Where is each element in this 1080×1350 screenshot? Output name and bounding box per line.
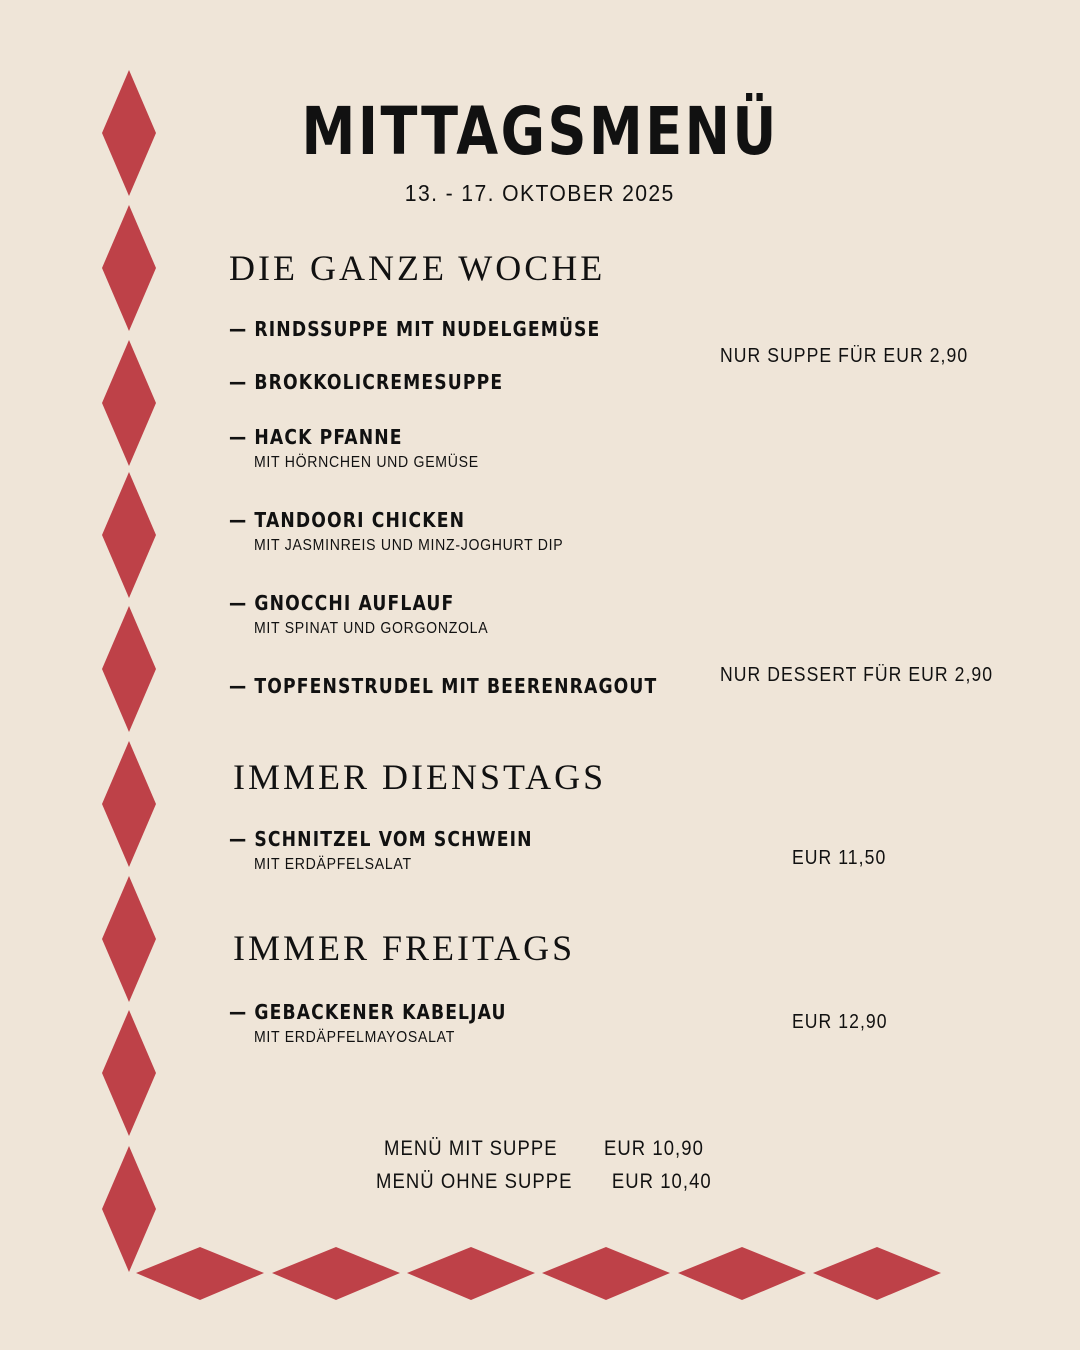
menu-item — [229, 673, 727, 699]
menu-item — [229, 590, 520, 639]
soup-only-price: NUR SUPPE FÜR EUR 2,90 — [720, 345, 969, 367]
menu-without-soup-label: MENÜ OHNE SUPPE — [376, 1170, 573, 1193]
diamond-icon — [102, 1010, 156, 1136]
diamond-icon — [407, 1247, 535, 1300]
diamond-icon — [102, 1146, 156, 1272]
menu-without-soup-price: EUR 10,40 — [611, 1170, 712, 1193]
diamond-icon — [102, 205, 156, 331]
diamond-icon — [136, 1247, 264, 1300]
menu-item — [229, 424, 509, 473]
menu-item — [229, 507, 606, 556]
menu-item-description: MIT ERDÄPFELSALAT — [254, 856, 412, 873]
dessert-only-price: NUR DESSERT FÜR EUR 2,90 — [720, 664, 994, 686]
page-title: MITTAGSMENÜ — [301, 93, 779, 170]
diamond-icon — [102, 606, 156, 732]
diamond-icon — [542, 1247, 670, 1300]
menu-item-description: MIT JASMINREIS UND MINZ-JOGHURT DIP — [254, 537, 564, 554]
menu-with-soup — [384, 1136, 704, 1162]
diamond-icon — [102, 741, 156, 867]
menu-item-name: — BROKKOLICREMESUPPE — [229, 370, 504, 394]
menu-item — [229, 369, 548, 395]
menu-item-name: — HACK PFANNE — [229, 425, 403, 449]
date-range: 13. - 17. OKTOBER 2025 — [404, 180, 675, 206]
menu-item-description: MIT SPINAT UND GORGONZOLA — [254, 620, 489, 637]
menu-with-soup-price: EUR 10,90 — [604, 1137, 704, 1160]
menu-item-name: — GNOCCHI AUFLAUF — [229, 591, 455, 615]
diamond-icon — [102, 340, 156, 466]
menu-item-name: — GEBACKENER KABELJAU — [229, 1000, 507, 1024]
menu-item-name: — TANDOORI CHICKEN — [229, 508, 466, 532]
tuesday-price: EUR 11,50 — [792, 847, 887, 869]
diamond-icon — [102, 876, 156, 1002]
menu-item — [229, 826, 582, 875]
menu-item-description: MIT ERDÄPFELMAYOSALAT — [254, 1029, 455, 1046]
menu-item-description: MIT HÖRNCHEN UND GEMÜSE — [254, 454, 479, 471]
friday-price: EUR 12,90 — [792, 1011, 888, 1033]
menu-item-name: — SCHNITZEL VOM SCHWEIN — [229, 827, 533, 851]
section-heading-friday: IMMER FREITAGS — [233, 928, 576, 968]
diamond-icon — [678, 1247, 806, 1300]
section-heading-week: DIE GANZE WOCHE — [229, 248, 606, 288]
menu-item-name: — TOPFENSTRUDEL MIT BEERENRAGOUT — [229, 674, 658, 698]
section-heading-tuesday: IMMER DIENSTAGS — [233, 757, 607, 797]
menu-item-name: — RINDSSUPPE MIT NUDELGEMÜSE — [229, 317, 601, 341]
diamond-icon — [813, 1247, 941, 1300]
diamond-icon — [272, 1247, 400, 1300]
menu-item — [229, 999, 552, 1048]
menu-with-soup-label: MENÜ MIT SUPPE — [384, 1137, 558, 1160]
menu-without-soup — [376, 1169, 712, 1195]
menu-item — [229, 316, 661, 342]
diamond-icon — [102, 472, 156, 598]
